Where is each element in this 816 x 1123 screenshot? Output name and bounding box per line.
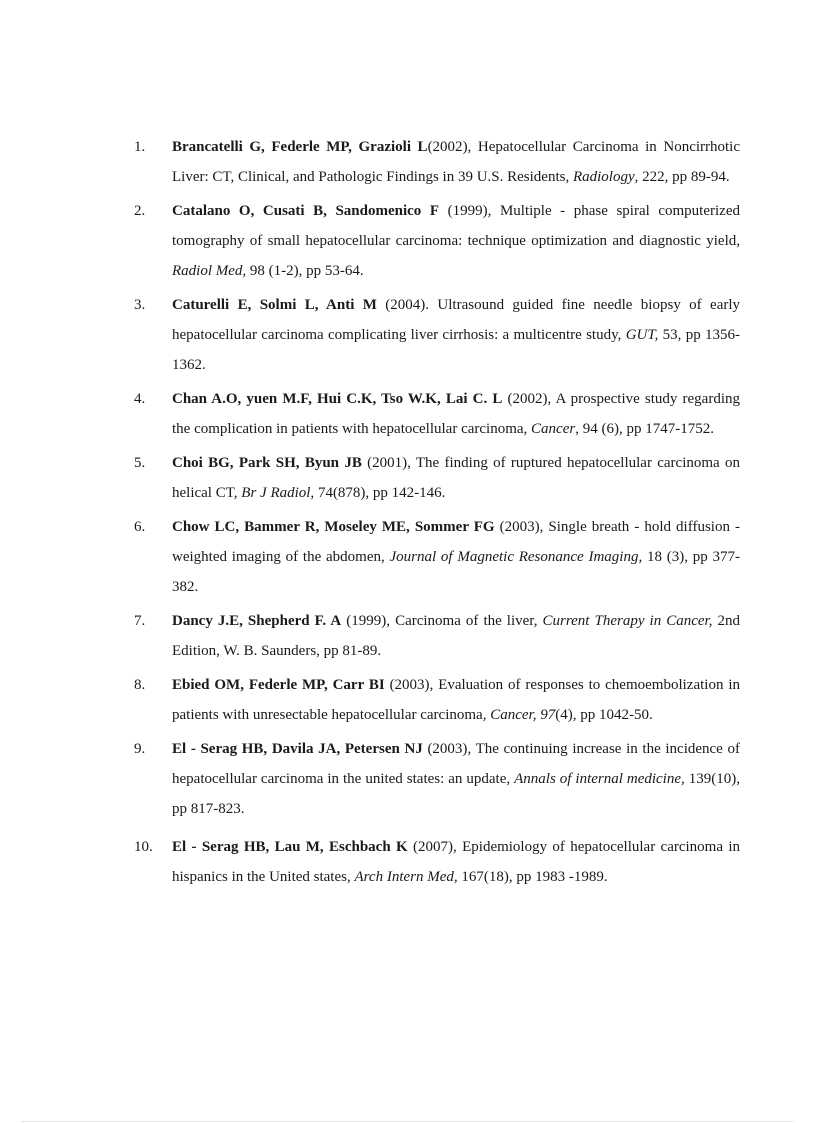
page-bottom-edge bbox=[22, 1121, 794, 1122]
reference-journal: Journal of Magnetic Resonance Imaging, bbox=[389, 549, 643, 565]
reference-number: 8. bbox=[134, 677, 146, 693]
reference-item bbox=[120, 670, 740, 730]
reference-authors: Choi BG, Park SH, Byun JB bbox=[172, 455, 362, 471]
reference-journal: Radiol Med, bbox=[172, 263, 247, 279]
reference-item bbox=[120, 832, 740, 892]
reference-journal: GUT, bbox=[625, 327, 659, 343]
reference-title: Hepatocellular Carcinoma in Noncirrhotic Liver: CT, Clinical, and Pathologic Findings in 39 U.S. Residents, bbox=[172, 139, 740, 185]
reference-details: (4), pp 1042-50. bbox=[555, 707, 653, 723]
reference-authors: Caturelli E, Solmi L, Anti M bbox=[172, 297, 377, 313]
reference-number: 5. bbox=[134, 455, 146, 471]
reference-separator: , bbox=[429, 677, 439, 693]
reference-separator: ), bbox=[462, 139, 478, 155]
reference-authors: El - Serag HB, Lau M, Eschbach K bbox=[172, 839, 408, 855]
reference-details: 98 (1-2), pp 53-64. bbox=[246, 263, 364, 279]
reference-list bbox=[120, 132, 740, 896]
reference-separator: ). bbox=[420, 297, 438, 313]
reference-journal: Cancer, 97 bbox=[490, 707, 556, 723]
reference-year: (1999) bbox=[439, 203, 488, 219]
reference-title: Epidemiology of hepatocellular carcinoma in hispanics in the United states, bbox=[172, 839, 741, 885]
reference-journal: Cancer bbox=[531, 421, 576, 437]
reference-authors: Brancatelli G, Federle MP, Grazioli L bbox=[172, 139, 428, 155]
reference-journal: Br J Radiol, bbox=[241, 485, 315, 501]
reference-details: , 222, pp 89-94. bbox=[634, 169, 730, 185]
reference-authors: Dancy J.E, Shepherd F. A bbox=[172, 613, 342, 629]
reference-year: (2003) bbox=[422, 741, 468, 757]
reference-number: 9. bbox=[134, 741, 146, 757]
reference-details: 2nd Edition, W. B. Saunders, pp 81-89. bbox=[172, 613, 741, 659]
reference-authors: Ebied OM, Federle MP, Carr BI bbox=[172, 677, 385, 693]
reference-details: 139(10), pp 817-823. bbox=[172, 771, 740, 817]
reference-year: (1999) bbox=[341, 613, 387, 629]
reference-authors: Chow LC, Bammer R, Moseley ME, Sommer FG bbox=[172, 519, 495, 535]
reference-journal: Arch Intern Med, bbox=[354, 869, 458, 885]
reference-details: , 94 (6), pp 1747-1752. bbox=[575, 421, 714, 437]
reference-title: Carcinoma of the liver, bbox=[395, 613, 543, 629]
reference-authors: Chan A.O, yuen M.F, Hui C.K, Tso W.K, Lai C. L bbox=[172, 391, 503, 407]
reference-journal: Annals of internal medicine, bbox=[514, 771, 685, 787]
reference-separator: , bbox=[407, 455, 416, 471]
reference-item bbox=[120, 734, 740, 824]
reference-title: A prospective study regarding the complication in patients with hepatocellular carcinoma, bbox=[172, 391, 740, 437]
reference-number: 3. bbox=[134, 297, 146, 313]
reference-item bbox=[120, 132, 740, 192]
reference-item bbox=[120, 512, 740, 602]
reference-separator: , bbox=[386, 613, 396, 629]
reference-separator: , bbox=[547, 391, 556, 407]
reference-title: The continuing increase in the incidence of hepatocellular carcinoma in the united states: an update, bbox=[172, 741, 740, 787]
reference-number: 2. bbox=[134, 203, 146, 219]
reference-title: Single breath - hold diffusion - weighted imaging of the abdomen, bbox=[172, 519, 740, 565]
reference-details: 167(18), pp 1983 -1989. bbox=[457, 869, 608, 885]
reference-details: 18 (3), pp 377-382. bbox=[172, 549, 740, 595]
reference-separator: , bbox=[539, 519, 549, 535]
reference-year: (2002 bbox=[427, 139, 463, 155]
reference-authors: El - Serag HB, Davila JA, Petersen NJ bbox=[172, 741, 423, 757]
reference-year: (2002) bbox=[502, 391, 548, 407]
reference-details: 74(878), pp 142-146. bbox=[314, 485, 446, 501]
reference-title: Ultrasound guided fine needle biopsy of early hepatocellular carcinoma complicating liver cirrhosis: a multicentre study, bbox=[172, 297, 741, 343]
reference-number: 1. bbox=[134, 139, 146, 155]
reference-year: (2003) bbox=[384, 677, 430, 693]
reference-separator: , bbox=[453, 839, 463, 855]
reference-year: (2007) bbox=[407, 839, 454, 855]
reference-item bbox=[120, 290, 740, 380]
reference-item bbox=[120, 384, 740, 444]
reference-item bbox=[120, 606, 740, 666]
reference-number: 7. bbox=[134, 613, 146, 629]
reference-year: (2004 bbox=[376, 297, 421, 313]
reference-number: 10. bbox=[134, 839, 153, 855]
reference-authors: Catalano O, Cusati B, Sandomenico F bbox=[172, 203, 440, 219]
reference-item bbox=[120, 196, 740, 286]
reference-separator: , bbox=[467, 741, 476, 757]
reference-item bbox=[120, 448, 740, 508]
reference-separator: , bbox=[487, 203, 500, 219]
reference-title: Multiple - phase spiral computerized tomography of small hepatocellular carcinoma: technique optimization and diagnostic yield, bbox=[172, 203, 740, 249]
reference-title: Evaluation of responses to chemoembolization in patients with unresectable hepatocellular carcinoma, bbox=[172, 677, 740, 723]
reference-year: (2001) bbox=[361, 455, 408, 471]
reference-title: The finding of ruptured hepatocellular carcinoma on helical CT, bbox=[172, 455, 740, 501]
reference-number: 6. bbox=[134, 519, 146, 535]
reference-journal: Radiology bbox=[572, 169, 635, 185]
reference-year: (2003) bbox=[494, 519, 540, 535]
reference-number: 4. bbox=[134, 391, 146, 407]
reference-journal: Current Therapy in Cancer, bbox=[542, 613, 713, 629]
reference-details: 53, pp 1356-1362. bbox=[172, 327, 740, 373]
